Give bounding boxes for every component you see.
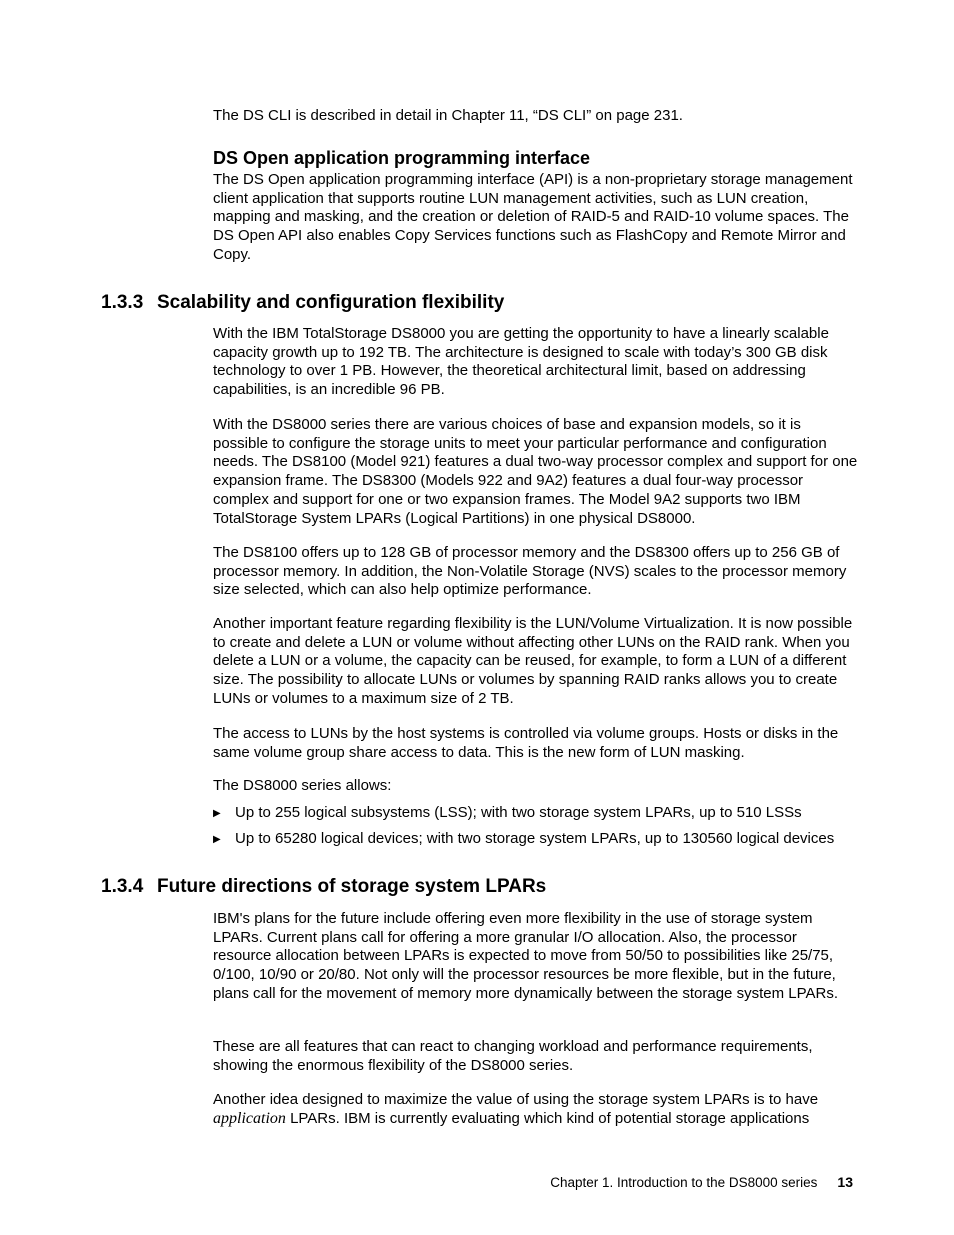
list-item bbox=[213, 830, 873, 850]
s134-paragraph-1: IBM's plans for the future include offering even more flexibility in the use of storage system LPARs. Current plans call for offering a more granular I/O allocation. Also, the processor resource allocation between LPARs is expected to move from 50/50 to possibilities like 25/75, 0/100, 10/90 or 20/80. Not only will the processor resources be more flexible, but in the future, plans call for the movement of memory more dynamically between the storage system LPARs. bbox=[213, 910, 838, 1002]
list-item bbox=[213, 804, 873, 824]
s134-paragraph-3-start: Another idea designed to maximize the value of using the storage system LPARs is to have bbox=[213, 1091, 819, 1108]
section-133-heading bbox=[101, 292, 504, 314]
s133-paragraph-1: With the IBM TotalStorage DS8000 you are getting the opportunity to have a linearly scalable capacity growth up to 192 TB. The architecture is designed to scale with today’s 300 GB disk technology to over 1 PB. However, the theoretical architectural limit, based on addressing capabilities, is an incredible 96 PB. bbox=[213, 325, 829, 399]
section-134-number: 1.3.4 bbox=[101, 876, 144, 897]
s134-paragraph-3-italic: application bbox=[213, 1109, 286, 1127]
list-item-text: Up to 65280 logical devices; with two storage system LPARs, up to 130560 logical devices bbox=[235, 830, 835, 847]
section-134-title: Future directions of storage system LPARs bbox=[157, 876, 547, 897]
s133-paragraph-6: The DS8000 series allows: bbox=[213, 777, 392, 794]
section-134-heading bbox=[101, 876, 546, 898]
s134-paragraph-3-end: LPARs. IBM is currently evaluating which kind of potential storage applications bbox=[290, 1109, 810, 1127]
intro-paragraph: The DS CLI is described in detail in Chapter 11, “DS CLI” on page 231. bbox=[213, 107, 683, 124]
bullet-arrow-icon: ▶ bbox=[213, 834, 221, 845]
s133-paragraph-2: With the DS8000 series there are various choices of base and expansion models, so it is possible to configure the storage units to meet your particular performance and configuration needs. The DS8100 (Model 921) features a dual two-way processor complex and support for one expansion frame. The DS8300 (Models 922 and 9A2) features a dual four-way processor complex and support for one or two expansion frames. The Model 9A2 supports two IBM TotalStorage System LPARs (Logical Partitions) in one physical DS8000. bbox=[213, 416, 858, 527]
s134-paragraph-3 bbox=[213, 1091, 858, 1128]
s133-paragraph-3: The DS8100 offers up to 128 GB of processor memory and the DS8300 offers up to 256 GB of processor memory. In addition, the Non-Volatile Storage (NVS) scales to the processor memory size selected, which can also help optimize performance. bbox=[213, 544, 847, 599]
page-footer bbox=[550, 1174, 853, 1190]
api-heading: DS Open application programming interface bbox=[213, 148, 591, 168]
page-number: 13 bbox=[837, 1174, 853, 1190]
s133-paragraph-5: The access to LUNs by the host systems is controlled via volume groups. Hosts or disks in the same volume group share access to data. This is the new form of LUN masking. bbox=[213, 725, 839, 761]
section-133-title: Scalability and configuration flexibility bbox=[157, 292, 505, 313]
s134-paragraph-2: These are all features that can react to changing workload and performance requirements, showing the enormous flexibility of the DS8000 series. bbox=[213, 1038, 813, 1074]
section-133-number: 1.3.3 bbox=[101, 292, 144, 313]
s133-paragraph-4: Another important feature regarding flexibility is the LUN/Volume Virtualization. It is now possible to create and delete a LUN or volume without affecting other LUNs on the RAID rank. When you delete a LUN or a volume, the capacity can be reused, for example, to form a LUN of a different size. The possibility to allocate LUNs or volumes by spanning RAID ranks allows you to create LUNs or volumes to a maximum size of 2 TB. bbox=[213, 615, 853, 707]
api-paragraph: The DS Open application programming interface (API) is a non-proprietary storage management client application that supports routine LUN management activities, such as LUN creation, mapping and masking, and the creation or deletion of RAID-5 and RAID-10 volume spaces. The DS Open API also enables Copy Services functions such as FlashCopy and Remote Mirror and Copy. bbox=[213, 171, 853, 263]
list-item-text: Up to 255 logical subsystems (LSS); with two storage system LPARs, up to 510 LSSs bbox=[235, 804, 802, 821]
footer-chapter: Chapter 1. Introduction to the DS8000 series bbox=[550, 1175, 818, 1190]
bullet-arrow-icon: ▶ bbox=[213, 808, 221, 819]
